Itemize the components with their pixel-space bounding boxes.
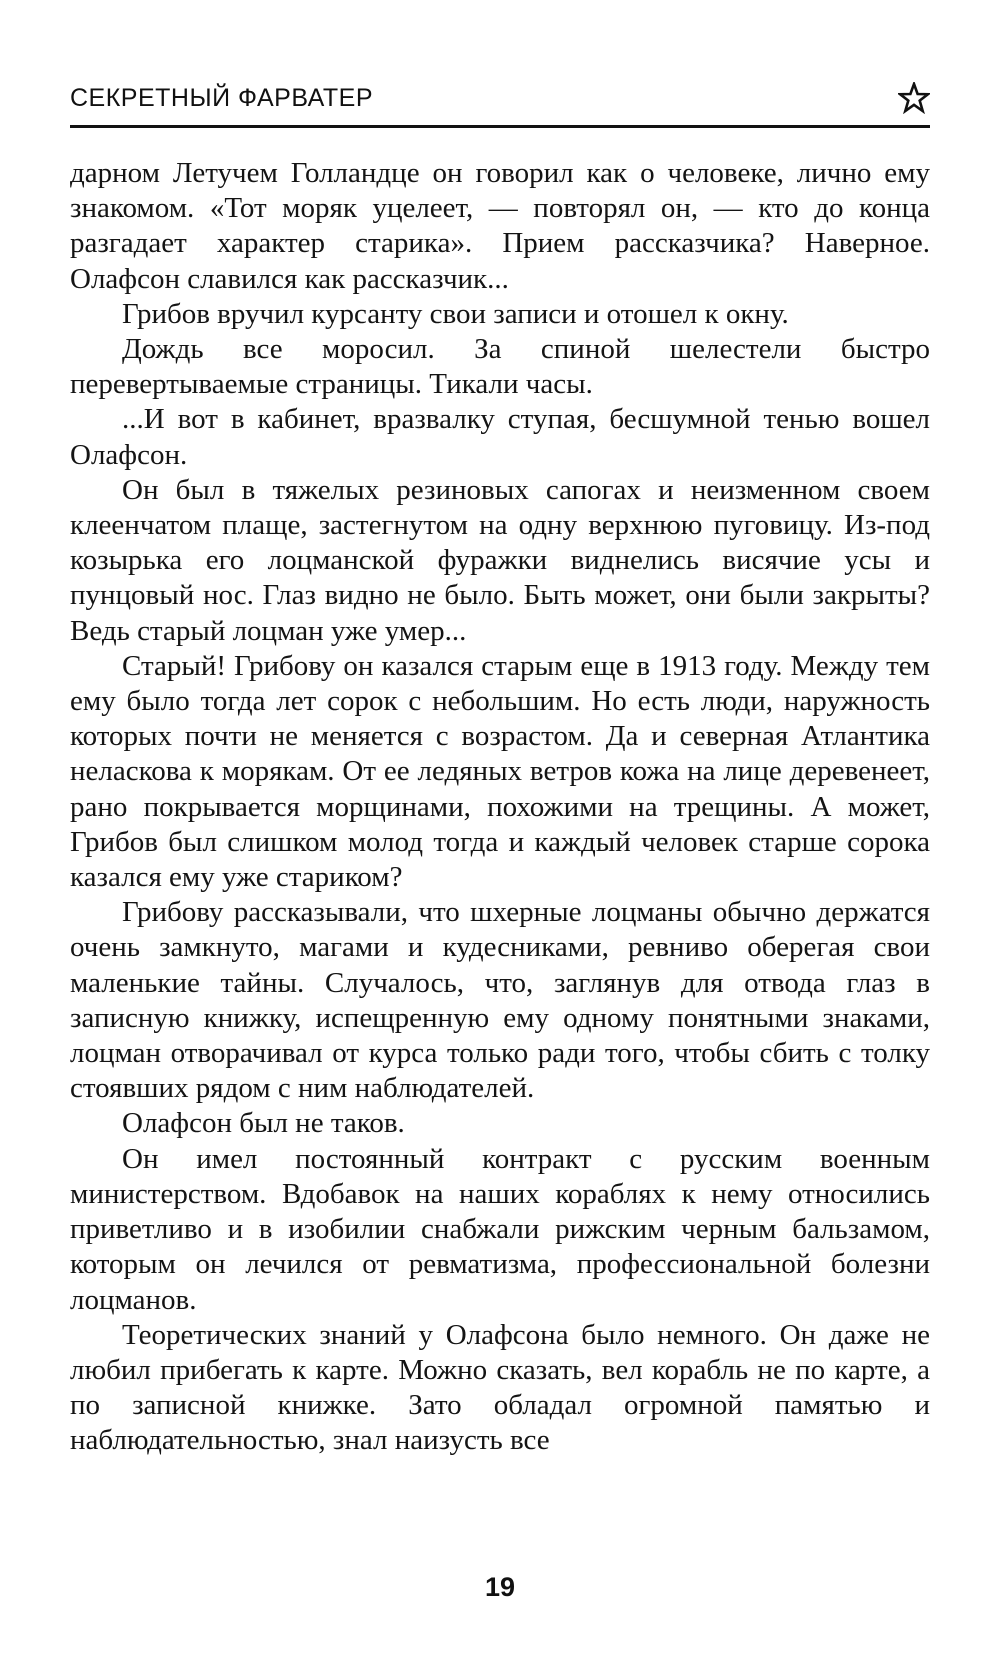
- running-header: [70, 82, 930, 130]
- star-outline-icon: [898, 82, 930, 114]
- paragraph: Он имел постоянный контракт с русским военным министерством. Вдобавок на наших кораблях к нему относились приветливо и в изобилии снабжали рижским черным бальзамом, которым он лечился от ревматизма, профессиональной болезни лоцманов.: [70, 1142, 930, 1316]
- running-title: СЕКРЕТНЫЙ ФАРВАТЕР: [70, 84, 374, 112]
- paragraph: Грибову рассказывали, что шхерные лоцманы обычно держатся очень замкнуто, магами и кудесниками, ревниво оберегая свои маленькие тайны. Случалось, что, заглянув для отвода глаз в записную книжку, испещренную ему одному понятными знаками, лоцман отворачивал от курса только ради того, чтобы сбить с толку стоявших рядом с ним наблюдателей.: [70, 896, 930, 1105]
- paragraph: дарном Летучем Голландце он говорил как о человеке, лично ему знакомом. «Тот моряк уцелеет, — повторял он, — кто до конца разгадает характер старика». Прием рассказчика? Наверное. Олафсон славился как рассказчик...: [70, 157, 930, 295]
- paragraph: Олафсон был не таков.: [122, 1107, 405, 1140]
- header-rule: [70, 125, 930, 128]
- paragraph: Дождь все моросил. За спиной шелестели быстро перевертываемые страницы. Тикали часы.: [70, 333, 930, 401]
- body-text: [70, 156, 930, 1459]
- paragraph: Старый! Грибову он казался старым еще в 1913 году. Между тем ему было тогда лет сорок с небольшим. Но есть люди, наружность которых почти не меняется с возрастом. Да и северная Атлантика неласкова к морякам. От ее ледяных ветров кожа на лице деревенеет, рано покрывается морщинами, похожими на трещины. А может, Грибов был слишком молод тогда и каждый человек старше сорока казался ему уже стариком?: [70, 649, 930, 894]
- paragraph: Грибов вручил курсанту свои записи и отошел к окну.: [122, 297, 789, 330]
- page-number: 19: [484, 1572, 516, 1602]
- paragraph: Он был в тяжелых резиновых сапогах и неизменном своем клеенчатом плаще, застегнутом на одну верхнюю пуговицу. Из-под козырька его лоцманской фуражки виднелись висячие усы и пунцовый нос. Глаз видно не было. Быть может, они были закрыты? Ведь старый лоцман уже умер...: [70, 473, 930, 647]
- paragraph: Теоретических знаний у Олафсона было немного. Он даже не любил прибегать к карте. Можно сказать, вел корабль не по карте, а по записной книжке. Зато обладал огромной памятью и наблюдательностью, знал наизусть все: [70, 1318, 930, 1457]
- paragraph: ...И вот в кабинет, вразвалку ступая, бесшумной тенью вошел Олафсон.: [70, 403, 930, 471]
